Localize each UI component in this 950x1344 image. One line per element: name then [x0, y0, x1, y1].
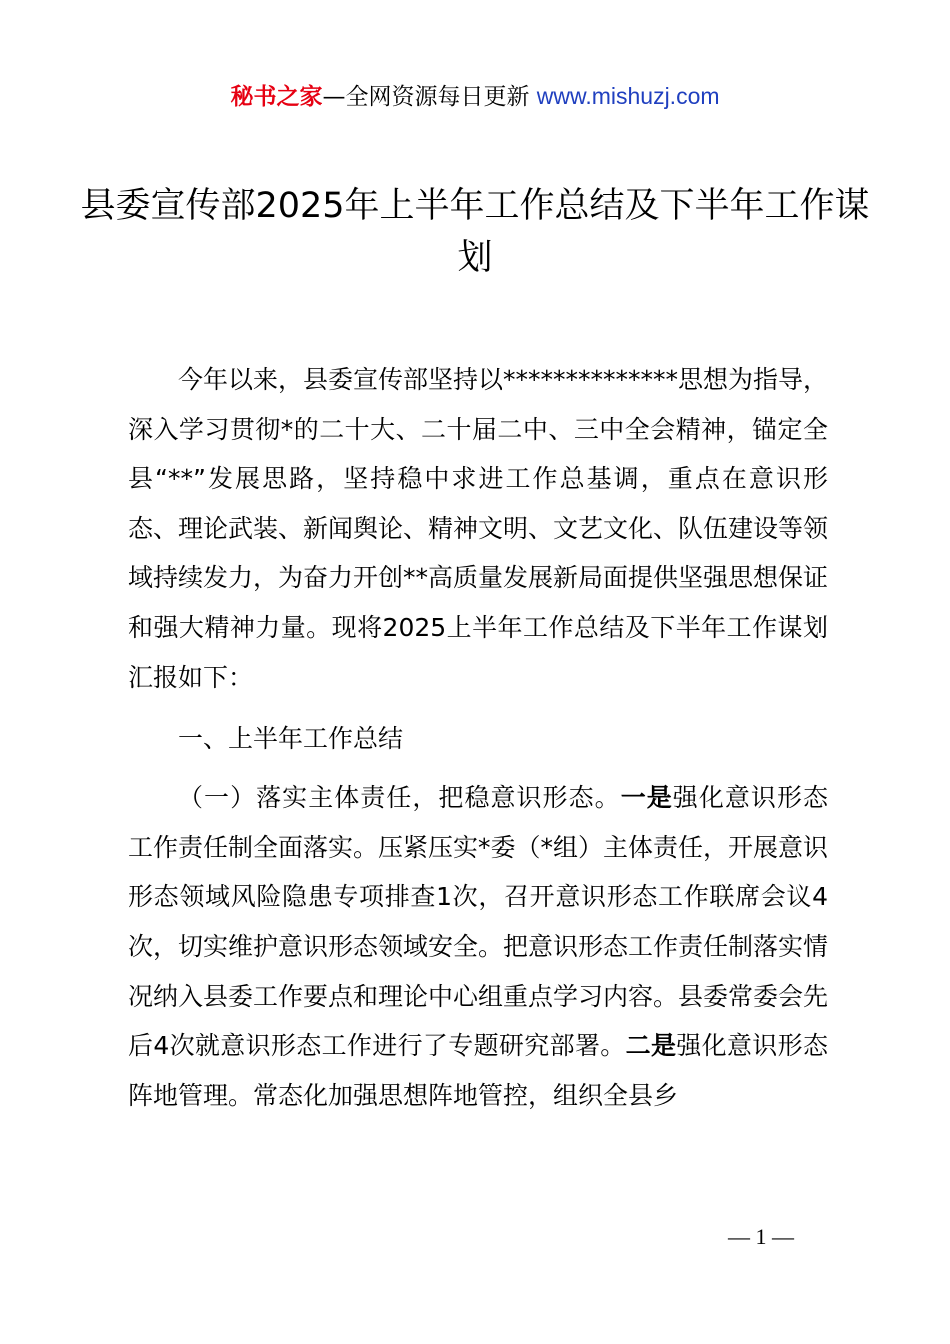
- subsection-paragraph: [128, 773, 828, 1120]
- point1-label: 一是: [620, 783, 673, 813]
- point2-label: 二是: [625, 1031, 677, 1061]
- section-heading: 一、上半年工作总结: [178, 724, 404, 754]
- document-title: 县委宣传部2025年上半年工作总结及下半年工作谋划: [80, 186, 870, 278]
- site-tagline: —全网资源每日更新: [322, 84, 537, 110]
- point2-text: 强化意识形态阵地管理。常态化加强思想阵地管控，组织全县乡: [128, 1031, 828, 1110]
- subsection-lead: （一）落实主体责任，把稳意识形态。: [178, 783, 621, 813]
- site-url-link[interactable]: www.mishuzj.com: [536, 83, 720, 109]
- document-body: [128, 355, 828, 1120]
- intro-paragraph: 今年以来，县委宣传部坚持以**************思想为指导，深入学习贯彻*的二十大、二十届二中、三中全会精神，锚定全县“**”发展思路，坚持稳中求进工作总基调，重点在意识形态、理论武装、新闻舆论、精神文明、文艺文化、队伍建设等领域持续发力，为奋力开创**高质量发展新局面提供坚强思想保证和强大精神力量。现将2025上半年工作总结及下半年工作谋划汇报如下：: [128, 365, 829, 692]
- point1-text: 强化意识形态工作责任制全面落实。压紧压实*委（*组）主体责任，开展意识形态领域风险隐患专项排查1次，召开意识形态工作联席会议4次，切实维护意识形态领域安全。把意识形态工作责任制落实情况纳入县委工作要点和理论中心组重点学习内容。县委常委会先后4次就意识形态工作进行了专题研究部署。: [128, 783, 829, 1061]
- page-number: — 1 —: [728, 1224, 794, 1249]
- site-header: [0, 80, 950, 113]
- site-brand: 秘书之家: [230, 84, 323, 110]
